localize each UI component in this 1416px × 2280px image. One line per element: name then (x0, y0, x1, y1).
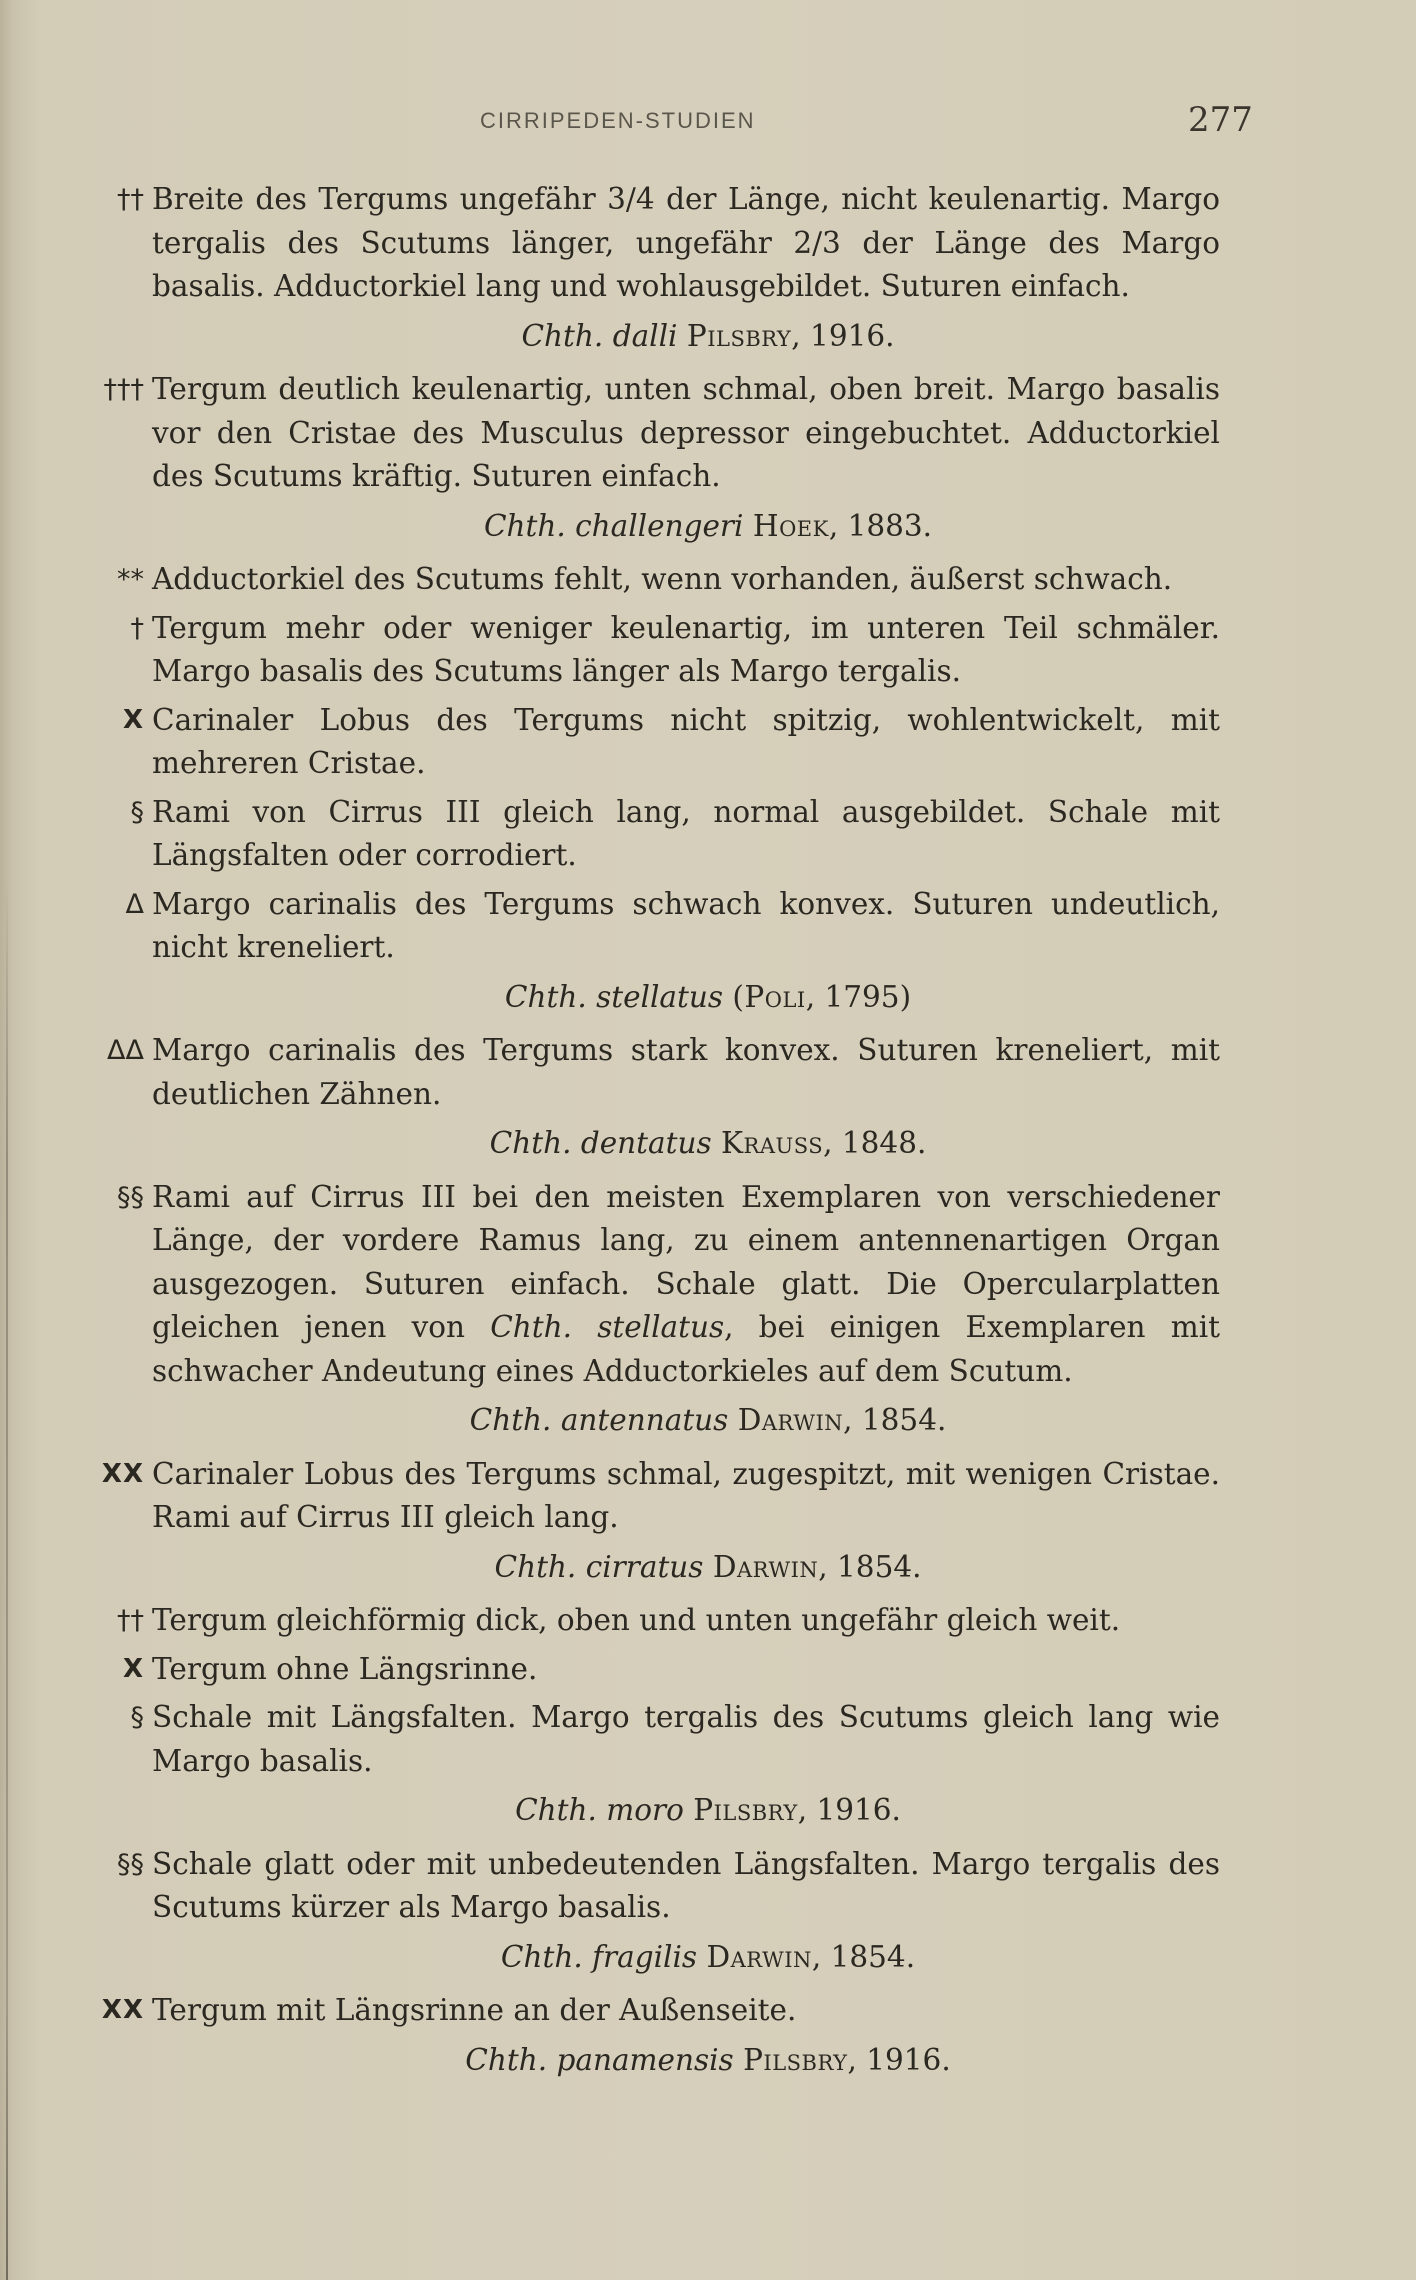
author: Pilsbry (743, 2042, 848, 2077)
key-text: Margo carinalis des Tergums schwach konvex. Suturen undeutlich, nicht kreneliert. (152, 886, 1220, 964)
page-number: 277 (1188, 100, 1253, 140)
genus: Chth. (521, 318, 604, 353)
key-entry (117, 1599, 1220, 1643)
species-name (0, 1546, 1416, 1590)
fraction: 2/3 (793, 225, 841, 260)
key-entry (117, 558, 1220, 602)
key-entry (122, 1648, 1220, 1692)
key-entry (101, 1453, 1220, 1540)
author: Darwin (712, 1549, 819, 1584)
key-entry (103, 368, 1220, 499)
species-epithet: dalli (612, 318, 678, 353)
author: Hoek (752, 508, 829, 543)
key-entry (117, 1843, 1220, 1930)
genus: Chth. (469, 1403, 552, 1437)
year: , 1854. (818, 1549, 922, 1584)
key-mark: XX (101, 1458, 144, 1489)
key-text: Tergum deutlich keulenartig, unten schmal, oben breit. Margo basalis vor den Cristae des Musculus depressor eingebuchtet. Adductorkiel des Scutums kräftig. Suturen einfach. (152, 372, 1220, 493)
key-entry (107, 1029, 1220, 1116)
species-reference: Chth. stellatus (490, 1310, 725, 1344)
year: , 1848. (823, 1126, 927, 1160)
author: (Poli (732, 979, 806, 1014)
year: , 1916. (791, 318, 895, 353)
genus: Chth. (489, 1126, 572, 1160)
year: , 1854. (811, 1939, 916, 1974)
author: Pilsbry (686, 318, 792, 353)
species-epithet: challengeri (575, 508, 744, 543)
key-entry (130, 1696, 1220, 1783)
year: , 1854. (843, 1403, 947, 1437)
species-name (0, 1399, 1416, 1443)
species-epithet: panamensis (556, 2042, 734, 2077)
species-epithet: antennatus (560, 1403, 729, 1437)
genus: Chth. (465, 2042, 548, 2077)
year: , 1883. (828, 508, 933, 543)
key-entry (125, 883, 1220, 970)
genus: Chth. (494, 1549, 577, 1584)
genus: Chth. (515, 1793, 597, 1827)
species-epithet: fragilis (592, 1939, 698, 1974)
author: Darwin (737, 1403, 844, 1437)
key-text: Carinaler Lobus des Tergums nicht spitzig, wohlentwickelt, mit mehreren Cristae. (152, 702, 1220, 780)
identification-key (0, 178, 1416, 2092)
key-entry (117, 178, 1220, 309)
page-header (0, 100, 1416, 140)
key-text: der Länge, nicht keulenartig. Margo tergalis des Scutums länger, ungefähr (152, 182, 1220, 260)
key-text: der Länge des Margo basalis. Adductorkiel lang und wohlausgebildet. Suturen einfach. (152, 225, 1220, 303)
key-text: Rami auf Cirrus III bei den meisten Exemplaren von verschiedener Länge, der vordere Ramus lang, zu einem antennenartigen Organ ausgezogen. Suturen einfach. Schale glatt. Die Opercularplatten gleichen jenen von (152, 1179, 1220, 1344)
year: , 1916. (797, 1793, 901, 1827)
key-mark: ** (117, 564, 144, 595)
key-mark: X (122, 704, 144, 735)
key-mark: †† (117, 1605, 144, 1636)
species-name (0, 315, 1416, 359)
key-mark: †† (117, 184, 144, 215)
key-mark: §§ (117, 1181, 144, 1213)
key-text: Margo carinalis des Tergums stark konvex. Suturen kreneliert, mit deutlichen Zähnen. (152, 1033, 1220, 1111)
genus: Chth. (500, 1939, 583, 1974)
key-mark: X (122, 1653, 144, 1684)
key-text: Tergum mehr oder weniger keulenartig, im unteren Teil schmäler. Margo basalis des Scutums länger als Margo tergalis. (152, 610, 1220, 688)
species-name (0, 1936, 1416, 1980)
key-text: Tergum mit Längsrinne an der Außenseite. (152, 1993, 797, 2027)
key-entry (130, 607, 1220, 694)
key-mark: Δ (125, 888, 144, 920)
species-name (0, 1122, 1416, 1166)
key-mark: § (130, 796, 144, 828)
year: , 1795) (805, 979, 912, 1014)
species-name (0, 976, 1416, 1020)
key-text: Adductorkiel des Scutums fehlt, wenn vorhanden, äußerst schwach. (152, 562, 1173, 596)
species-epithet: moro (606, 1793, 684, 1827)
key-mark: † (130, 612, 144, 644)
key-text: Schale mit Längsfalten. Margo tergalis des Scutums gleich lang wie Margo basalis. (152, 1700, 1220, 1778)
key-mark: ††† (103, 374, 144, 405)
species-name (0, 2039, 1416, 2083)
species-epithet: cirratus (585, 1549, 704, 1584)
genus: Chth. (483, 508, 566, 543)
fraction: 3/4 (607, 182, 655, 216)
key-mark: XX (101, 1995, 144, 2025)
key-text: Rami von Cirrus III gleich lang, normal ausgebildet. Schale mit Längsfalten oder corrodiert. (152, 794, 1220, 872)
key-entry (101, 1989, 1220, 2033)
running-head: CIRRIPEDEN-STUDIEN (480, 108, 756, 133)
key-entry (122, 699, 1220, 786)
author: Krauss (721, 1126, 824, 1160)
key-text: Breite des Tergums ungefähr (152, 182, 608, 216)
key-mark: §§ (117, 1848, 144, 1880)
year: , 1916. (847, 2042, 951, 2077)
key-text: , bei einigen Exemplaren mit schwacher Andeutung eines Adductorkieles auf dem Scutum. (152, 1310, 1220, 1388)
species-epithet: dentatus (580, 1126, 712, 1160)
key-text: Schale glatt oder mit unbedeutenden Längsfalten. Margo tergalis des Scutums kürzer als Margo basalis. (152, 1846, 1220, 1924)
key-entry (117, 1176, 1220, 1394)
author: Darwin (706, 1939, 812, 1974)
species-epithet: stellatus (596, 979, 724, 1014)
key-text: Tergum gleichförmig dick, oben und unten ungefähr gleich weit. (152, 1603, 1121, 1637)
key-text: Carinaler Lobus des Tergums schmal, zugespitzt, mit wenigen Cristae. Rami auf Cirrus III gleich lang. (152, 1456, 1220, 1534)
species-name (0, 1789, 1416, 1833)
genus: Chth. (504, 979, 587, 1014)
species-name (0, 505, 1416, 549)
key-entry (130, 791, 1220, 878)
author: Pilsbry (693, 1793, 798, 1827)
key-text: Tergum ohne Längsrinne. (152, 1651, 538, 1686)
key-mark: § (130, 1702, 144, 1733)
key-mark: ΔΔ (107, 1035, 144, 1066)
